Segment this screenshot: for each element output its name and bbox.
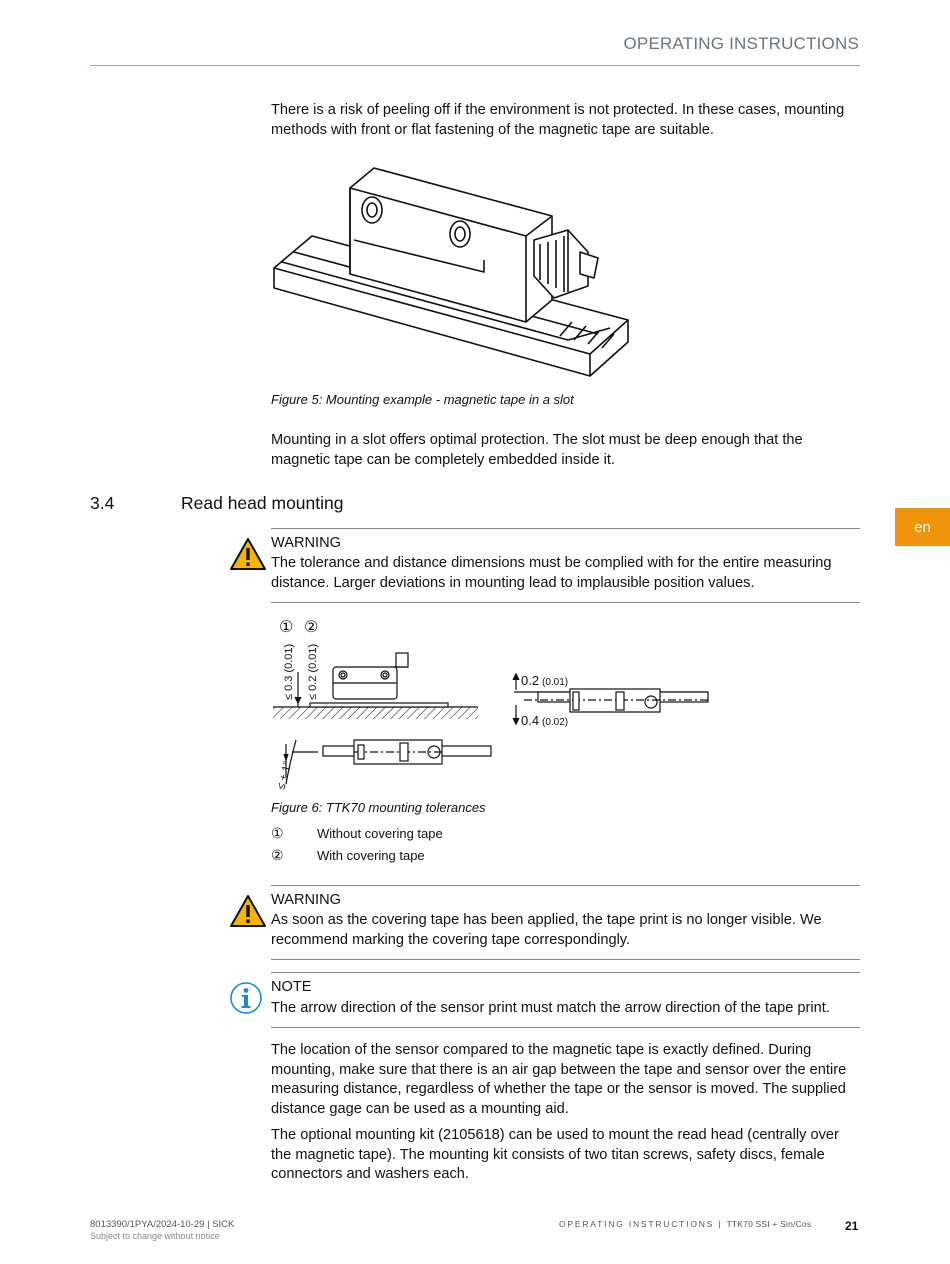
warning-2-top-rule [271,885,860,886]
location-paragraph: The location of the sensor compared to the magnetic tape is exactly defined. During mounting, make sure that there is an air gap between the tape and sensor over the entire measuring distance, regardless of whether the tape or the sensor is moved. The supplied distance gage can be used as a mounting aid. [271,1042,847,1117]
figure-6-angle-label: ≤ ± 1° [275,759,295,791]
figure-6-diagram [268,612,718,794]
warning-triangle-icon [229,894,267,928]
mounting-kit-paragraph: The optional mounting kit (2105618) can be used to mount the read head (centrally over the magnetic tape). The mounting kit consists of two titan screws, safety discs, female connectors and washers each. [271,1127,839,1182]
warning-1-top-rule [271,528,860,529]
page-number: 21 [845,1219,859,1233]
info-icon [229,981,263,1015]
figure-5-caption: Figure 5: Mounting example - magnetic tape in a slot [271,392,574,407]
warning-1-heading: WARNING [271,535,341,551]
warning-2-heading: WARNING [271,892,341,908]
figure-6-callout-2: ② [304,617,319,636]
warning-1-bottom-rule [271,602,860,603]
legend-number-1: ① [271,825,284,841]
note-bottom-rule [271,1027,860,1028]
figure-6-bottom-value: 0.4 [521,713,540,728]
legend-text-2: With covering tape [317,848,425,863]
note-top-rule [271,972,860,973]
figure-6-top-paren: (0.01) [542,677,569,688]
footer-center-label [559,1219,811,1229]
figure-6-callout-1: ① [279,617,294,636]
figure-6-dim-2: ≤ 0.2 (0.01) [307,643,319,700]
warning-2-bottom-rule [271,959,860,960]
legend-text-1: Without covering tape [317,826,443,841]
note-heading: NOTE [271,979,312,995]
note-text: The arrow direction of the sensor print must match the arrow direction of the tape print. [271,1000,830,1016]
warning-1-text: The tolerance and distance dimensions must be complied with for the entire measuring distance. Larger deviations in mounting lead to implausible position values. [271,555,832,591]
figure-6-caption: Figure 6: TTK70 mounting tolerances [271,800,486,815]
section-number: 3.4 [90,493,115,513]
header-divider [90,65,860,66]
legend-number-2: ② [271,847,284,863]
figure-6-top-value: 0.2 [521,673,540,688]
figure-5-illustration [268,160,638,385]
footer-document-id: 8013390/1PYA/2024-10-29 | SICK [90,1219,235,1230]
section-title: Read head mounting [181,493,344,513]
warning-2-text: As soon as the covering tape has been applied, the tape print is no longer visible. We recommend marking the covering tape correspondingly. [271,912,822,948]
page-header-title: OPERATING INSTRUCTIONS [623,34,859,53]
warning-triangle-icon [229,537,267,571]
slot-paragraph: Mounting in a slot offers optimal protection. The slot must be deep enough that the magnetic tape can be completely embedded inside it. [271,432,803,468]
footer-product: TTK70 SSI + Sin/Cos [726,1219,812,1229]
figure-6-bottom-paren: (0.02) [542,717,569,728]
language-tab[interactable]: en [895,508,950,546]
footer-doc-type: OPERATING INSTRUCTIONS | [559,1219,723,1229]
footer-notice: Subject to change without notice [90,1231,220,1241]
figure-6-dim-1: ≤ 0.3 (0.01) [283,643,295,700]
intro-paragraph: There is a risk of peeling off if the environment is not protected. In these cases, mounting methods with front or flat fastening of the magnetic tape are suitable. [271,102,845,138]
